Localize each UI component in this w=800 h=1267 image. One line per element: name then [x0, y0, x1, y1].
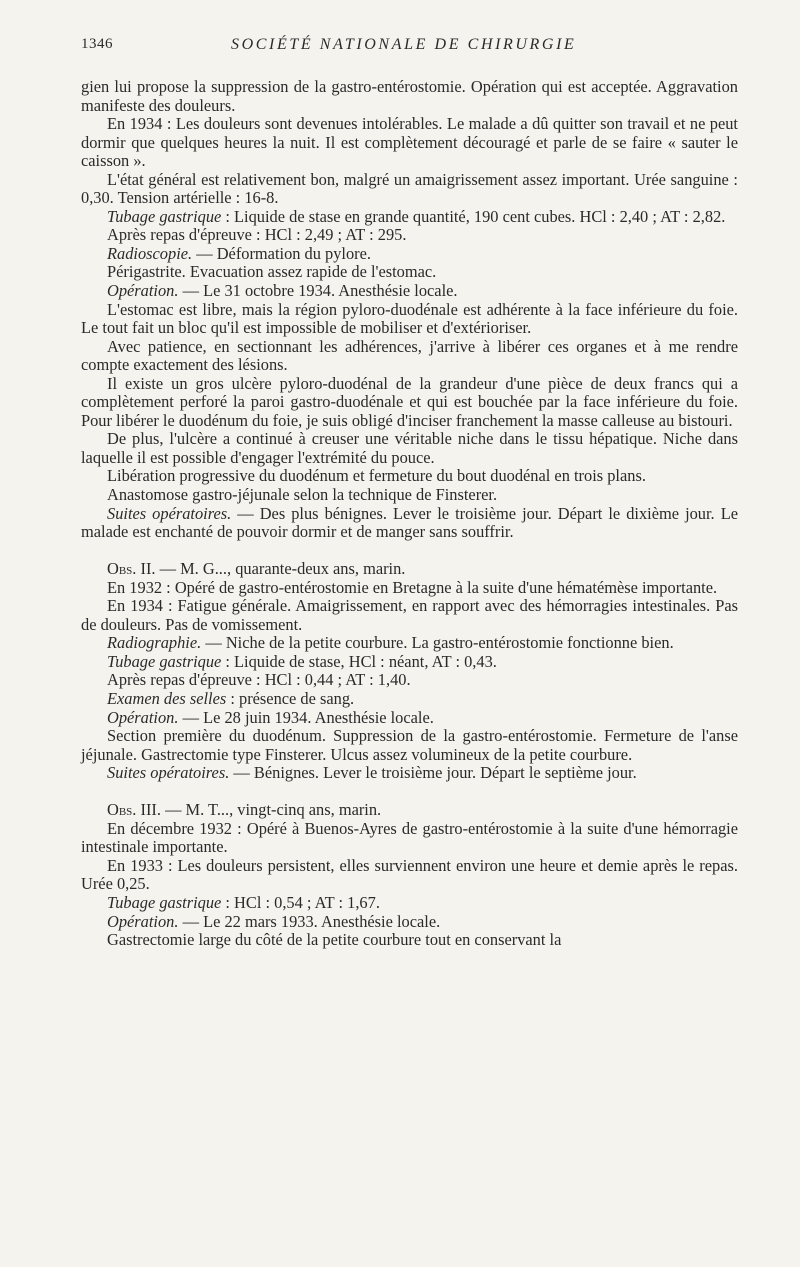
- section-gap: [81, 542, 738, 561]
- paragraph: De plus, l'ulcère a continué à creuser une véritable niche dans le tissu hépatique. Niche dans laquelle il est possible d'engager l'extrémité du pouce.: [81, 429, 738, 467]
- paragraph: L'estomac est libre, mais la région pyloro-duodénale est adhérente à la face inférieure du foie. Le tout fait un bloc qu'il est impossible de mobiliser et d'extérioriser.: [81, 299, 738, 338]
- paragraph: Il existe un gros ulcère pyloro-duodénal de la grandeur d'une pièce de deux francs qui a complètement perforé la paroi gastro-duodénale et qui est bouchée par la face inférieure du foie. Pour libérer le duodénum du foie, je suis obligé d'inciser franchement la masse calleuse au bistouri.: [81, 373, 738, 430]
- italic-label: Tubage gastrique: [107, 892, 222, 912]
- observation-label: Obs. II.: [107, 559, 156, 579]
- italic-label: Radiographie.: [107, 633, 202, 653]
- paragraph-text: — M. G..., quarante-deux ans, marin.: [155, 559, 406, 579]
- page-number: 1346: [81, 36, 113, 52]
- italic-label: Opération.: [107, 707, 179, 727]
- paragraph-text: — Le 22 mars 1933. Anesthésie locale.: [178, 911, 441, 931]
- paragraph: Avec patience, en sectionnant les adhérences, j'arrive à libérer ces organes et à me rendre compte exactement des lésions.: [81, 336, 738, 375]
- paragraph: [81, 634, 738, 653]
- paragraph: Gastrectomie large du côté de la petite courbure tout en conservant la: [107, 930, 562, 950]
- paragraph: [81, 208, 738, 227]
- italic-label: Suites opératoires.: [107, 503, 232, 523]
- article-body: [81, 78, 738, 950]
- paragraph-text: : HCl : 0,54 ; AT : 1,67.: [221, 892, 380, 912]
- paragraph: [81, 505, 738, 542]
- paragraph: Libération progressive du duodénum et fermeture du bout duodénal en trois plans.: [107, 466, 646, 486]
- paragraph: En décembre 1932 : Opéré à Buenos-Ayres de gastro-entérostomie à la suite d'une hémorragie intestinale importante.: [81, 818, 738, 857]
- paragraph: Section première du duodénum. Suppression de la gastro-entérostomie. Fermeture de l'anse jéjunale. Gastrectomie type Finsterer. Ulcus assez volumineux de la petite courbure.: [81, 726, 738, 764]
- paragraph-text: : présence de sang.: [226, 689, 355, 708]
- paragraph: En 1932 : Opéré de gastro-entérostomie en Bretagne à la suite d'une hématémèse importante.: [107, 577, 718, 597]
- paragraph-text: — M. T..., vingt-cinq ans, marin.: [160, 800, 382, 820]
- paragraph: En 1934 : Fatigue générale. Amaigrissement, en rapport avec des hémorragies intestinales. Pas de douleurs. Pas de vomissement.: [81, 596, 738, 634]
- paragraph: Après repas d'épreuve : HCl : 2,49 ; AT : 295.: [107, 225, 407, 245]
- paragraph-text: — Le 28 juin 1934. Anesthésie locale.: [178, 707, 434, 727]
- observation-heading: [81, 560, 738, 579]
- paragraph: [81, 913, 738, 932]
- paragraph-text: : Liquide de stase en grande quantité, 190 cent cubes. HCl : 2,40 ; AT : 2,82.: [221, 206, 726, 226]
- paragraph-text: — Bénignes. Lever le troisième jour. Départ le septième jour.: [229, 763, 637, 783]
- section-gap: [81, 783, 738, 802]
- italic-label: Tubage gastrique: [107, 206, 222, 226]
- italic-label: Suites opératoires.: [107, 763, 230, 783]
- italic-label: Tubage gastrique: [107, 651, 222, 671]
- paragraph: [81, 282, 738, 301]
- observation-heading: [81, 801, 738, 820]
- italic-label: Radioscopie.: [107, 243, 193, 263]
- paragraph: Périgastrite. Evacuation assez rapide de l'estomac.: [107, 262, 437, 282]
- paragraph-text: : Liquide de stase, HCl : néant, AT : 0,43.: [221, 651, 497, 671]
- paragraph-text: — Niche de la petite courbure. La gastro-entérostomie fonctionne bien.: [201, 633, 674, 653]
- paragraph: En 1934 : Les douleurs sont devenues intolérables. Le malade a dû quitter son travail et ne peut dormir que quelques heures la nuit. Il est complètement découragé et parle de se faire « sauter le caisson ».: [81, 114, 738, 171]
- paragraph: [81, 690, 738, 709]
- paragraph-text: — Déformation du pylore.: [192, 243, 372, 263]
- paragraph-text: — Des plus bénignes. Lever le troisième jour. Départ le dixième jour. Le malade est enchanté de pouvoir dormir et de manger sans souffrir.: [81, 503, 738, 542]
- paragraph: [81, 245, 738, 264]
- italic-label: Opération.: [107, 281, 179, 301]
- page-header: [81, 36, 738, 58]
- running-title: SOCIÉTÉ NATIONALE DE CHIRURGIE: [231, 36, 577, 53]
- paragraph: Anastomose gastro-jéjunale selon la technique de Finsterer.: [107, 485, 498, 505]
- paragraph: L'état général est relativement bon, malgré un amaigrissement assez important. Urée sanguine : 0,30. Tension artérielle : 16-8.: [81, 169, 738, 208]
- paragraph: Après repas d'épreuve : HCl : 0,44 ; AT : 1,40.: [107, 670, 411, 690]
- italic-label: Opération.: [107, 911, 179, 931]
- paragraph: [81, 709, 738, 728]
- italic-label: Examen des selles: [107, 689, 227, 708]
- paragraph: En 1933 : Les douleurs persistent, elles surviennent environ une heure et demie après le repas. Urée 0,25.: [81, 855, 738, 894]
- paragraph: [81, 894, 738, 913]
- observation-label: Obs. III.: [107, 800, 161, 820]
- paragraph: [81, 764, 738, 783]
- paragraph-text: — Le 31 octobre 1934. Anesthésie locale.: [178, 281, 458, 301]
- paragraph: [81, 653, 738, 672]
- paragraph: gien lui propose la suppression de la gastro-entérostomie. Opération qui est acceptée. Aggravation manifeste des douleurs.: [81, 77, 738, 115]
